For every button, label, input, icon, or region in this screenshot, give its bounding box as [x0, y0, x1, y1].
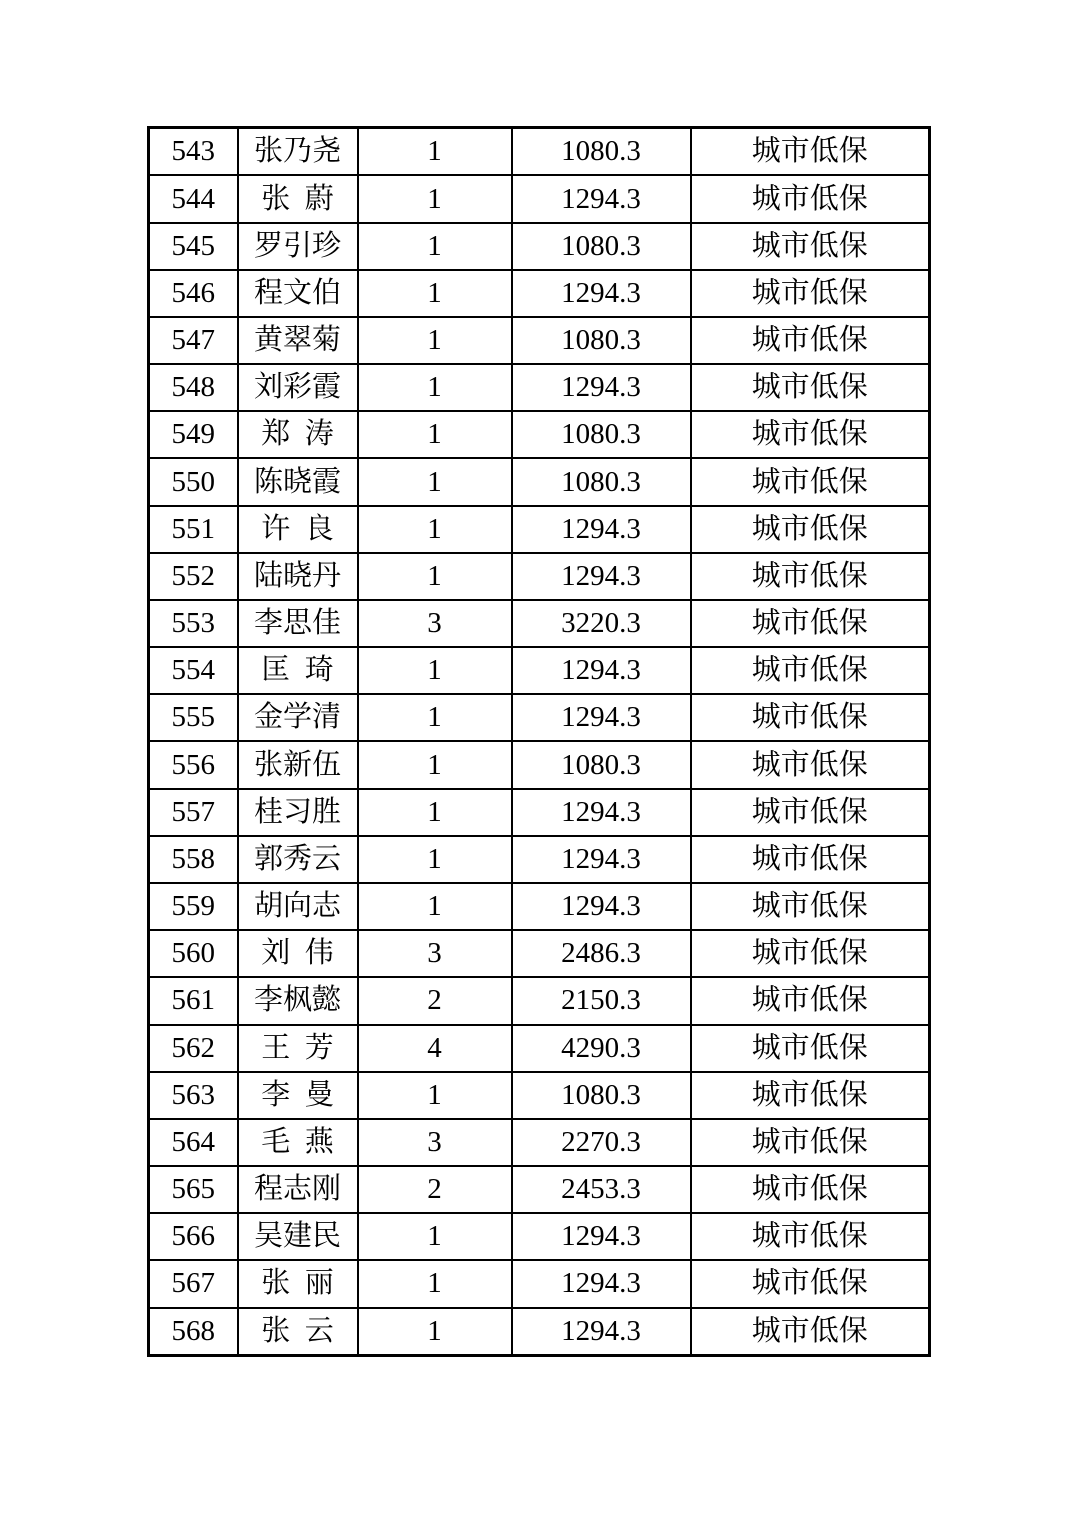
serial-number-cell: 549 — [149, 411, 238, 458]
assistance-type-cell: 城市低保 — [691, 1072, 930, 1119]
table-row — [149, 317, 930, 364]
name-cell: 张云 — [238, 1308, 358, 1356]
table-row — [149, 1072, 930, 1119]
name-cell: 郑涛 — [238, 411, 358, 458]
table-row — [149, 647, 930, 694]
person-count-cell: 1 — [358, 836, 512, 883]
assistance-type-cell: 城市低保 — [691, 1308, 930, 1356]
person-count-cell: 1 — [358, 128, 512, 176]
assistance-type-cell: 城市低保 — [691, 317, 930, 364]
serial-number-cell: 554 — [149, 647, 238, 694]
assistance-type-cell: 城市低保 — [691, 364, 930, 411]
name-cell: 毛燕 — [238, 1119, 358, 1166]
person-count-cell: 2 — [358, 977, 512, 1024]
assistance-type-cell: 城市低保 — [691, 647, 930, 694]
amount-cell: 1080.3 — [512, 458, 691, 505]
table-row — [149, 1166, 930, 1213]
person-count-cell: 3 — [358, 600, 512, 647]
name-cell: 王芳 — [238, 1025, 358, 1072]
amount-cell: 1294.3 — [512, 506, 691, 553]
name-cell: 金学清 — [238, 694, 358, 741]
assistance-type-cell: 城市低保 — [691, 1260, 930, 1307]
amount-cell: 3220.3 — [512, 600, 691, 647]
amount-cell: 1294.3 — [512, 647, 691, 694]
person-count-cell: 1 — [358, 458, 512, 505]
table-row — [149, 600, 930, 647]
amount-cell: 1294.3 — [512, 553, 691, 600]
table-row — [149, 223, 930, 270]
serial-number-cell: 565 — [149, 1166, 238, 1213]
amount-cell: 1294.3 — [512, 1213, 691, 1260]
amount-cell: 1294.3 — [512, 175, 691, 222]
name-cell: 桂习胜 — [238, 789, 358, 836]
serial-number-cell: 553 — [149, 600, 238, 647]
name-cell: 匡琦 — [238, 647, 358, 694]
name-cell: 刘彩霞 — [238, 364, 358, 411]
serial-number-cell: 550 — [149, 458, 238, 505]
person-count-cell: 1 — [358, 270, 512, 317]
assistance-type-cell: 城市低保 — [691, 553, 930, 600]
amount-cell: 4290.3 — [512, 1025, 691, 1072]
table-row — [149, 789, 930, 836]
serial-number-cell: 562 — [149, 1025, 238, 1072]
table-row — [149, 1260, 930, 1307]
serial-number-cell: 566 — [149, 1213, 238, 1260]
table-row — [149, 175, 930, 222]
person-count-cell: 1 — [358, 223, 512, 270]
table-row — [149, 694, 930, 741]
table-row — [149, 128, 930, 176]
serial-number-cell: 546 — [149, 270, 238, 317]
name-cell: 李枫懿 — [238, 977, 358, 1024]
name-cell: 李思佳 — [238, 600, 358, 647]
person-count-cell: 1 — [358, 364, 512, 411]
name-cell: 刘伟 — [238, 930, 358, 977]
table-row — [149, 741, 930, 788]
name-cell: 吴建民 — [238, 1213, 358, 1260]
serial-number-cell: 563 — [149, 1072, 238, 1119]
assistance-type-cell: 城市低保 — [691, 1119, 930, 1166]
person-count-cell: 1 — [358, 317, 512, 364]
amount-cell: 1294.3 — [512, 364, 691, 411]
name-cell: 程志刚 — [238, 1166, 358, 1213]
person-count-cell: 1 — [358, 1308, 512, 1356]
table-row — [149, 270, 930, 317]
serial-number-cell: 547 — [149, 317, 238, 364]
person-count-cell: 1 — [358, 1213, 512, 1260]
table-row — [149, 1119, 930, 1166]
amount-cell: 1294.3 — [512, 789, 691, 836]
amount-cell: 2453.3 — [512, 1166, 691, 1213]
assistance-type-cell: 城市低保 — [691, 1213, 930, 1260]
amount-cell: 1294.3 — [512, 836, 691, 883]
amount-cell: 1080.3 — [512, 411, 691, 458]
person-count-cell: 2 — [358, 1166, 512, 1213]
person-count-cell: 1 — [358, 1072, 512, 1119]
serial-number-cell: 567 — [149, 1260, 238, 1307]
person-count-cell: 3 — [358, 1119, 512, 1166]
serial-number-cell: 545 — [149, 223, 238, 270]
assistance-type-cell: 城市低保 — [691, 930, 930, 977]
serial-number-cell: 543 — [149, 128, 238, 176]
serial-number-cell: 557 — [149, 789, 238, 836]
table-row — [149, 1025, 930, 1072]
amount-cell: 1080.3 — [512, 223, 691, 270]
serial-number-cell: 564 — [149, 1119, 238, 1166]
assistance-type-cell: 城市低保 — [691, 411, 930, 458]
person-count-cell: 1 — [358, 553, 512, 600]
person-count-cell: 1 — [358, 883, 512, 930]
table-row — [149, 506, 930, 553]
serial-number-cell: 544 — [149, 175, 238, 222]
assistance-type-cell: 城市低保 — [691, 1166, 930, 1213]
assistance-type-cell: 城市低保 — [691, 883, 930, 930]
table-row — [149, 977, 930, 1024]
name-cell: 程文伯 — [238, 270, 358, 317]
name-cell: 罗引珍 — [238, 223, 358, 270]
assistance-type-cell: 城市低保 — [691, 175, 930, 222]
name-cell: 张乃尧 — [238, 128, 358, 176]
assistance-type-cell: 城市低保 — [691, 223, 930, 270]
amount-cell: 1080.3 — [512, 1072, 691, 1119]
amount-cell: 1294.3 — [512, 270, 691, 317]
table-row — [149, 883, 930, 930]
table-body — [149, 128, 930, 1356]
assistance-type-cell: 城市低保 — [691, 1025, 930, 1072]
table-row — [149, 930, 930, 977]
table-row — [149, 1213, 930, 1260]
amount-cell: 2150.3 — [512, 977, 691, 1024]
name-cell: 陆晓丹 — [238, 553, 358, 600]
person-count-cell: 1 — [358, 411, 512, 458]
table-row — [149, 411, 930, 458]
amount-cell: 1294.3 — [512, 883, 691, 930]
name-cell: 许良 — [238, 506, 358, 553]
serial-number-cell: 559 — [149, 883, 238, 930]
name-cell: 郭秀云 — [238, 836, 358, 883]
table-row — [149, 364, 930, 411]
name-cell: 黄翠菊 — [238, 317, 358, 364]
person-count-cell: 3 — [358, 930, 512, 977]
benefit-table — [147, 126, 931, 1357]
person-count-cell: 4 — [358, 1025, 512, 1072]
assistance-type-cell: 城市低保 — [691, 836, 930, 883]
name-cell: 胡向志 — [238, 883, 358, 930]
name-cell: 李曼 — [238, 1072, 358, 1119]
person-count-cell: 1 — [358, 789, 512, 836]
assistance-type-cell: 城市低保 — [691, 506, 930, 553]
serial-number-cell: 558 — [149, 836, 238, 883]
amount-cell: 1294.3 — [512, 1308, 691, 1356]
amount-cell: 1080.3 — [512, 741, 691, 788]
assistance-type-cell: 城市低保 — [691, 458, 930, 505]
assistance-type-cell: 城市低保 — [691, 741, 930, 788]
amount-cell: 1080.3 — [512, 128, 691, 176]
name-cell: 陈晓霞 — [238, 458, 358, 505]
person-count-cell: 1 — [358, 647, 512, 694]
assistance-type-cell: 城市低保 — [691, 977, 930, 1024]
person-count-cell: 1 — [358, 175, 512, 222]
assistance-type-cell: 城市低保 — [691, 128, 930, 176]
assistance-type-cell: 城市低保 — [691, 270, 930, 317]
table-row — [149, 836, 930, 883]
person-count-cell: 1 — [358, 1260, 512, 1307]
serial-number-cell: 561 — [149, 977, 238, 1024]
assistance-type-cell: 城市低保 — [691, 600, 930, 647]
serial-number-cell: 548 — [149, 364, 238, 411]
table-row — [149, 458, 930, 505]
person-count-cell: 1 — [358, 506, 512, 553]
person-count-cell: 1 — [358, 694, 512, 741]
person-count-cell: 1 — [358, 741, 512, 788]
amount-cell: 2486.3 — [512, 930, 691, 977]
name-cell: 张新伍 — [238, 741, 358, 788]
serial-number-cell: 552 — [149, 553, 238, 600]
assistance-type-cell: 城市低保 — [691, 789, 930, 836]
table-row — [149, 553, 930, 600]
serial-number-cell: 556 — [149, 741, 238, 788]
serial-number-cell: 560 — [149, 930, 238, 977]
serial-number-cell: 551 — [149, 506, 238, 553]
amount-cell: 1294.3 — [512, 694, 691, 741]
serial-number-cell: 555 — [149, 694, 238, 741]
name-cell: 张丽 — [238, 1260, 358, 1307]
amount-cell: 1294.3 — [512, 1260, 691, 1307]
name-cell: 张蔚 — [238, 175, 358, 222]
table-row — [149, 1308, 930, 1356]
serial-number-cell: 568 — [149, 1308, 238, 1356]
amount-cell: 2270.3 — [512, 1119, 691, 1166]
amount-cell: 1080.3 — [512, 317, 691, 364]
assistance-type-cell: 城市低保 — [691, 694, 930, 741]
